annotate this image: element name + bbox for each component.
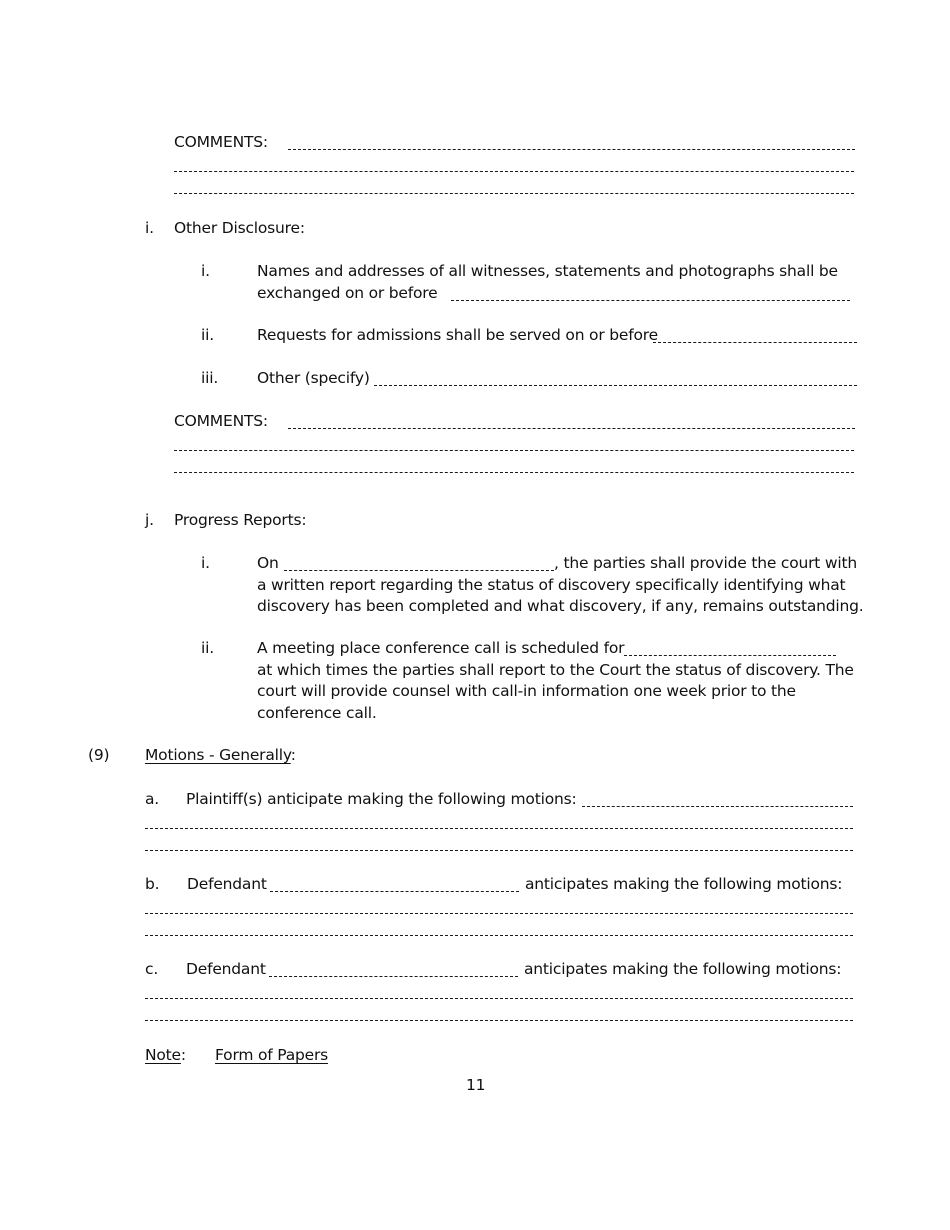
item-text: Names and addresses of all witnesses, statements and photographs shall be [257,262,838,280]
comments-field-line[interactable] [174,193,854,194]
note-text: Form of Papers [215,1046,329,1064]
item-text: conference call. [257,704,377,722]
motions-field-line[interactable] [582,806,853,807]
specify-field-line[interactable] [374,385,857,386]
note-label [145,1045,186,1065]
comments-label: COMMENTS: [174,133,268,151]
item-text: , the parties shall provide the court with [554,554,857,572]
page-number: 11 [466,1076,486,1094]
comments-field-line[interactable] [288,428,855,429]
item-text: anticipates making the following motions: [524,960,842,978]
item-text: Plaintiff(s) anticipate making the following motions: [186,790,577,808]
item-text: court will provide counsel with call-in information one week prior to the [257,682,796,700]
date-field-line[interactable] [284,570,554,571]
motions-field-line[interactable] [145,850,853,851]
motions-field-line[interactable] [145,913,853,914]
item-text: anticipates making the following motions: [525,875,843,893]
motions-field-line[interactable] [145,1020,853,1021]
note-colon: : [180,1046,186,1064]
section-title: Motions - Generally [145,746,291,764]
comments-field-line[interactable] [288,149,855,150]
item-number: i. [201,262,210,280]
item-letter: c. [145,960,159,978]
item-letter: b. [145,875,160,893]
item-text: exchanged on or before [257,284,438,302]
item-number: iii. [201,369,219,387]
section-number: (9) [88,746,110,764]
comments-field-line[interactable] [174,450,854,451]
section-title: Other Disclosure: [174,219,305,237]
section-letter: i. [145,219,154,237]
comments-label: COMMENTS: [174,412,268,430]
note-label-text: Note [145,1046,181,1064]
item-text: at which times the parties shall report to the Court the status of discovery. The [257,661,854,679]
item-text: A meeting place conference call is scheduled for [257,639,625,657]
item-text: Requests for admissions shall be served on or before [257,326,658,344]
date-field-line[interactable] [624,655,836,656]
comments-field-line[interactable] [174,171,854,172]
item-number: ii. [201,326,214,344]
motions-field-line[interactable] [145,998,853,999]
section-title: Progress Reports: [174,511,307,529]
defendant-name-field-line[interactable] [269,976,518,977]
section-heading [145,745,296,765]
item-text: On [257,554,279,572]
section-letter: j. [145,511,154,529]
comments-field-line[interactable] [174,472,854,473]
item-text: Defendant [186,960,266,978]
item-number: i. [201,554,210,572]
item-text: a written report regarding the status of discovery specifically identifying what [257,576,846,594]
item-text: Other (specify) [257,369,370,387]
motions-field-line[interactable] [145,828,853,829]
item-text: discovery has been completed and what discovery, if any, remains outstanding. [257,597,864,615]
section-colon: : [290,746,296,764]
item-number: ii. [201,639,214,657]
item-letter: a. [145,790,160,808]
motions-field-line[interactable] [145,935,853,936]
item-text: Defendant [187,875,267,893]
date-field-line[interactable] [653,342,857,343]
defendant-name-field-line[interactable] [270,891,519,892]
date-field-line[interactable] [451,300,850,301]
